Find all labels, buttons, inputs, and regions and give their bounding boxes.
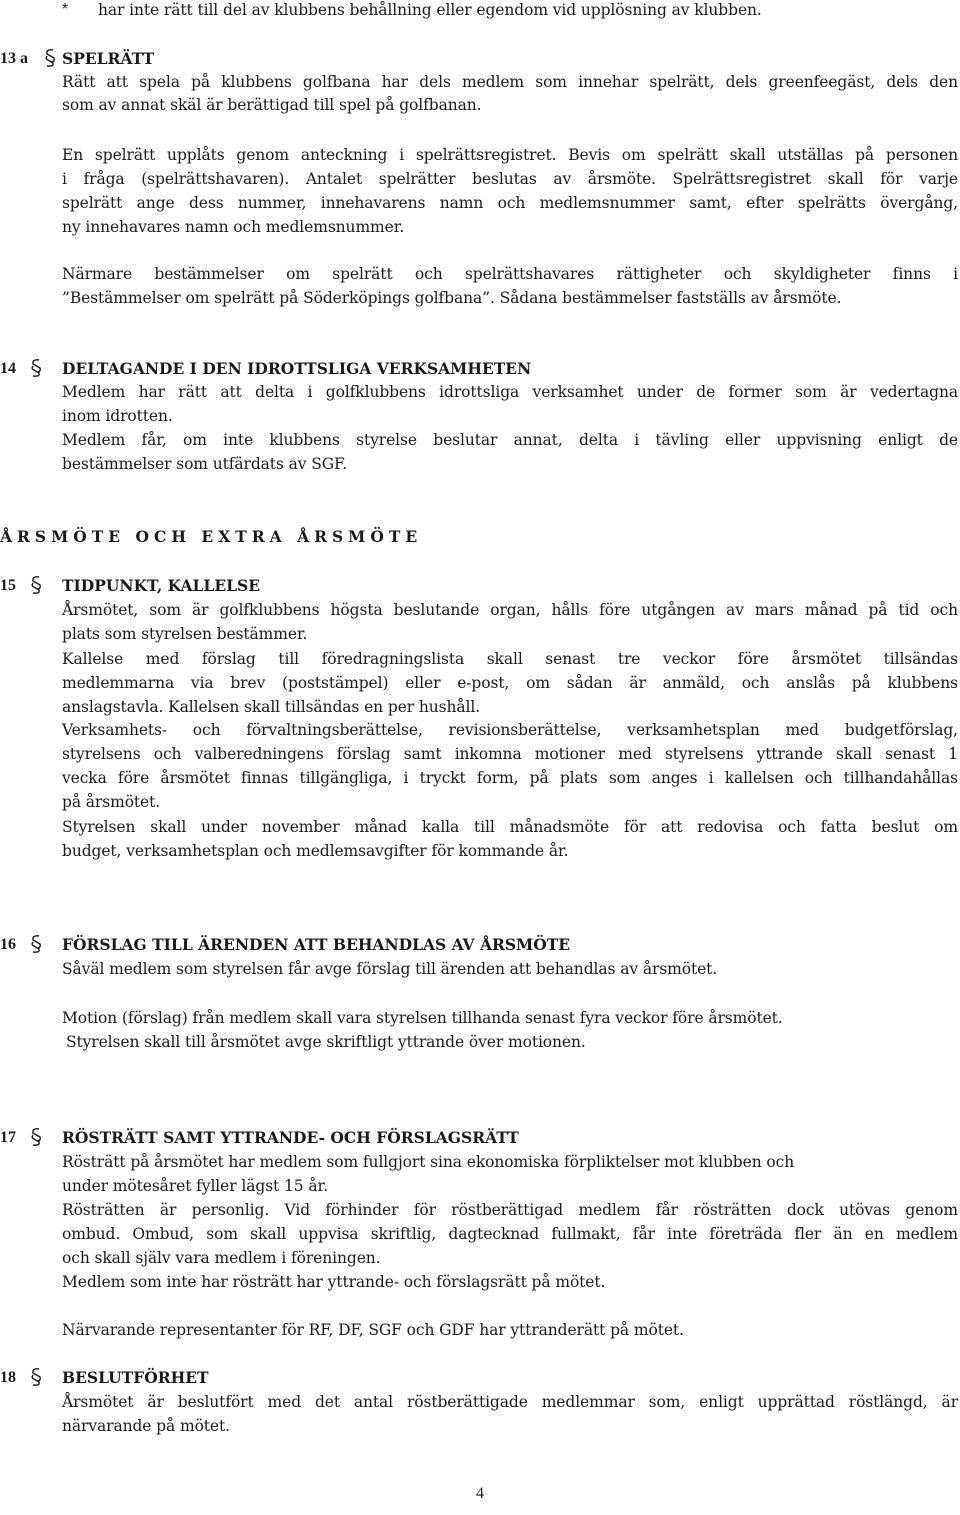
section-17-title: RÖSTRÄTT SAMT YTTRANDE- OCH FÖRSLAGSRÄTT [62, 1128, 519, 1147]
s13-p3-line: Närmare bestämmelser om spelrätt och spelrättshavares rättigheter och skyldigheter finns i [62, 265, 958, 283]
top-line: har inte rätt till del av klubbens behållning eller egendom vid upplösning av klubben. [98, 1, 762, 19]
section-14-title: DELTAGANDE I DEN IDROTTSLIGA VERKSAMHETEN [62, 359, 532, 378]
section-15-title: TIDPUNKT, KALLELSE [62, 576, 261, 595]
section-sign-icon [30, 934, 42, 954]
s13-p1-line: som av annat skäl är berättigad till spel på golfbanan. [62, 96, 482, 114]
s17-line: Närvarande representanter för RF, DF, SGF och GDF har yttranderätt på mötet. [62, 1321, 684, 1339]
s17-line: ombud. Ombud, som skall uppvisa skriftlig, dagtecknad fullmakt, får inte företräda fler än en medlem [62, 1225, 958, 1243]
chapter-heading: ÅRSMÖTE OCH EXTRA ÅRSMÖTE [0, 527, 423, 546]
s13-p3-line: ”Bestämmelser om spelrätt på Söderköpings golfbana”. Sådana bestämmelser fastställs av årsmöte. [62, 289, 842, 307]
s13-p1-line: Rätt att spela på klubbens golfbana har dels medlem som innehar spelrätt, dels greenfeegäst, dels den [62, 73, 958, 91]
section-sign-icon [30, 358, 42, 378]
section-13-title: SPELRÄTT [62, 49, 155, 68]
section-16-number: 16 [0, 936, 16, 953]
s16-line: Såväl medlem som styrelsen får avge förslag till ärenden att behandlas av årsmötet. [62, 960, 718, 978]
s14-line: inom idrotten. [62, 407, 173, 425]
s15-line: styrelsens och valberedningens förslag samt inkomna motioner med styrelsens yttrande skall senast 1 [62, 745, 958, 763]
section-sign-icon [44, 48, 56, 68]
s15-line: Kallelse med förslag till föredragningslista skall senast tre veckor före årsmötet tillsändas [62, 650, 958, 668]
s16-line: Motion (förslag) från medlem skall vara styrelsen tillhanda senast fyra veckor före årsmötet. [62, 1009, 783, 1027]
s17-line: och skall själv vara medlem i föreningen. [62, 1249, 381, 1267]
section-14-number: 14 [0, 360, 16, 377]
section-sign-icon [30, 1367, 42, 1387]
bullet: * [62, 1, 68, 18]
s13-p2-line: ny innehavares namn och medlemsnummer. [62, 218, 405, 236]
section-18-title: BESLUTFÖRHET [62, 1368, 209, 1387]
s17-line: Medlem som inte har rösträtt har yttrande- och förslagsrätt på mötet. [62, 1273, 606, 1291]
s15-line: plats som styrelsen bestämmer. [62, 625, 308, 643]
section-16-title: FÖRSLAG TILL ÄRENDEN ATT BEHANDLAS AV ÅRSMÖTE [62, 935, 571, 954]
s15-line: Verksamhets- och förvaltningsberättelse, revisionsberättelse, verksamhetsplan med budgetförslag, [62, 721, 958, 739]
s18-line: närvarande på mötet. [62, 1417, 230, 1435]
s14-line: Medlem har rätt att delta i golfklubbens idrottsliga verksamhet under de former som är vedertagna [62, 383, 958, 401]
s15-line: budget, verksamhetsplan och medlemsavgifter för kommande år. [62, 842, 569, 860]
section-13-number: 13 a [0, 50, 28, 67]
s14-line: bestämmelser som utfärdats av SGF. [62, 455, 348, 473]
s14-line: Medlem får, om inte klubbens styrelse beslutar annat, delta i tävling eller uppvisning enligt de [62, 431, 958, 449]
section-sign-icon [30, 1127, 42, 1147]
s13-p2-line: i fråga (spelrättshavaren). Antalet spelrätter beslutas av årsmöte. Spelrättsregistret skall för varje [62, 170, 958, 188]
s15-line: Årsmötet, som är golfklubbens högsta beslutande organ, hålls före utgången av mars månad på tid och [62, 601, 958, 619]
s15-line: anslagstavla. Kallelsen skall tillsändas en per hushåll. [62, 698, 481, 716]
page-number: 4 [476, 1485, 484, 1502]
section-17-number: 17 [0, 1129, 16, 1146]
s18-line: Årsmötet är beslutfört med det antal röstberättigade medlemmar som, enligt upprättad röstlängd, är [62, 1393, 958, 1411]
s15-line: på årsmötet. [62, 793, 161, 811]
section-18-number: 18 [0, 1369, 16, 1386]
s15-line: vecka före årsmötet finnas tillgängliga, i tryckt form, på plats som anges i kallelsen och tillhandahållas [62, 769, 958, 787]
section-sign-icon [30, 575, 42, 595]
s13-p2-line: En spelrätt upplåts genom anteckning i spelrättsregistret. Bevis om spelrätt skall utställas på personen [62, 146, 958, 164]
s17-line: Rösträtt på årsmötet har medlem som fullgjort sina ekonomiska förpliktelser mot klubben och [62, 1153, 795, 1171]
s17-line: under mötesåret fyller lägst 15 år. [62, 1177, 328, 1195]
s15-line: Styrelsen skall under november månad kalla till månadsmöte för att redovisa och fatta beslut om [62, 818, 958, 836]
s13-p2-line: spelrätt ange dess nummer, innehavarens namn och medlemsnummer samt, efter spelrätts övergång, [62, 194, 958, 212]
section-15-number: 15 [0, 577, 16, 594]
s15-line: medlemmarna via brev (poststämpel) eller e-post, om sådan är anmäld, och anslås på klubbens [62, 674, 958, 692]
s16-line: Styrelsen skall till årsmötet avge skriftligt yttrande över motionen. [66, 1033, 586, 1051]
s17-line: Rösträtten är personlig. Vid förhinder för röstberättigad medlem får rösträtten dock utövas genom [62, 1201, 958, 1219]
